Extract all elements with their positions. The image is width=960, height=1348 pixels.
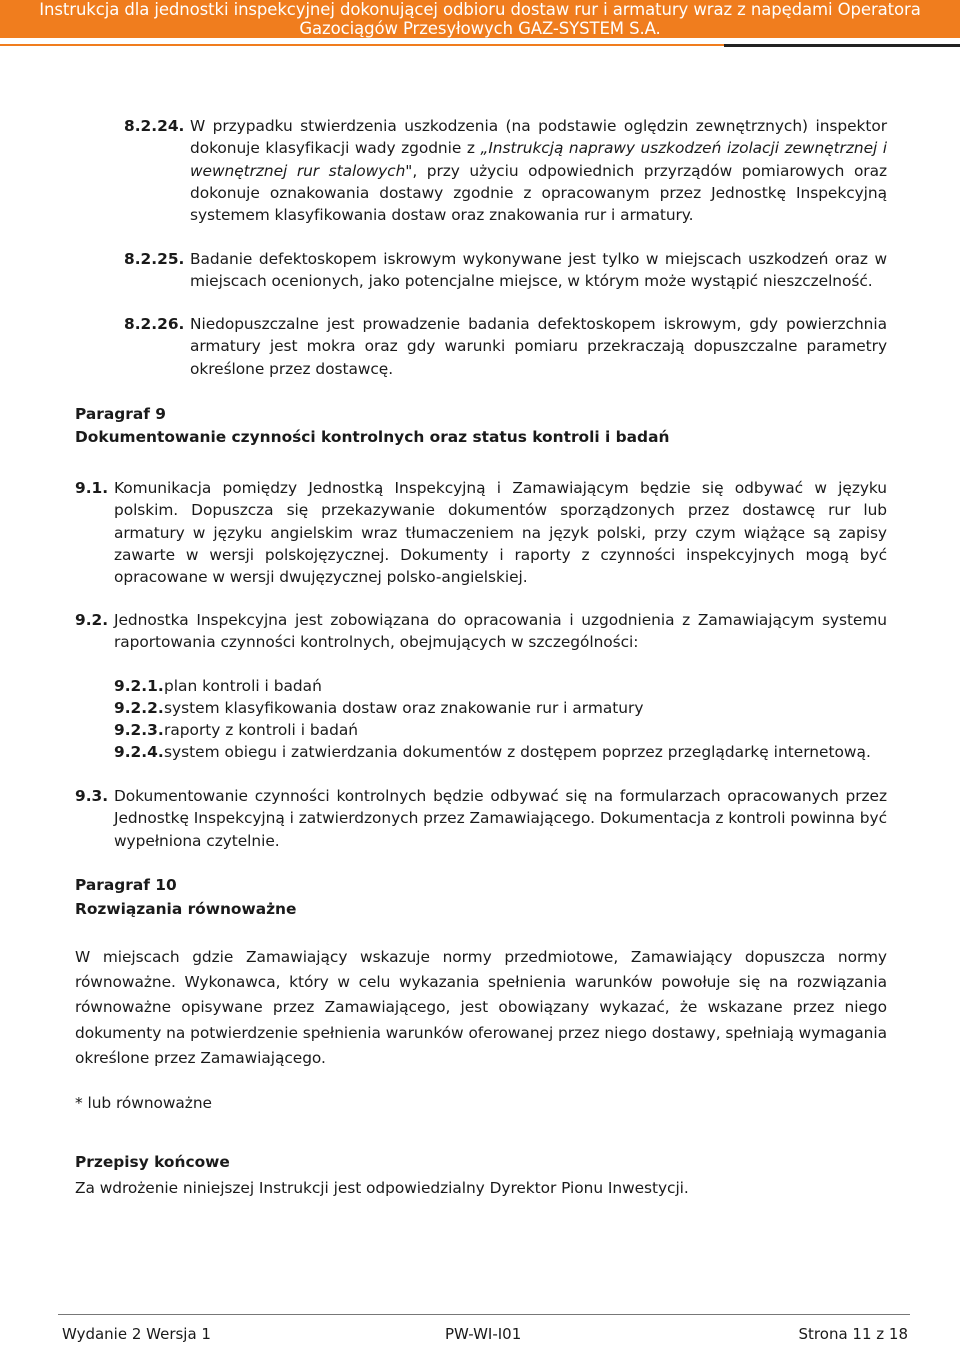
sub-number-9-2-1: 9.2.1. bbox=[114, 677, 164, 695]
instruction-reference: „Instrukcją naprawy uszkodzeń izolacji zewnętrznej i wewnętrznej rur stalowych" bbox=[190, 139, 887, 180]
item-text-8-2-24-b: , przy użyciu odpowiednich przyrządów pomiarowych oraz dokonuje oznakowania dostawy zgodnie z opracowanym przez Jednostkę Inspekcyjną systemem klasyfikowania dostaw oraz znakowania rur i armatury. bbox=[190, 161, 887, 225]
item-number-8-2-25: 8.2.25. bbox=[124, 250, 185, 268]
item-number-8-2-26: 8.2.26. bbox=[124, 315, 185, 333]
sub-text-9-2-3: raporty z kontroli i badań bbox=[164, 721, 359, 739]
header-line-2: Gazociągów Przesyłowych GAZ-SYSTEM S.A. bbox=[299, 19, 661, 38]
item-text-8-2-26: Niedopuszczalne jest prowadzenie badania defektoskopem iskrowym, gdy powierzchnia armatury jest mokra oraz gdy warunki pomiaru przekraczają dopuszczalne parametry określone przez dostawcę. bbox=[190, 315, 887, 378]
item-number-9-2: 9.2. bbox=[75, 611, 109, 629]
paragraph-9-title: Dokumentowanie czynności kontrolnych oraz status kontroli i badań bbox=[75, 428, 670, 446]
item-number-9-1: 9.1. bbox=[75, 479, 109, 497]
document-header bbox=[0, 0, 960, 38]
item-text-8-2-24 bbox=[190, 115, 887, 226]
sub-number-9-2-3: 9.2.3. bbox=[114, 721, 164, 739]
item-text-9-2: Jednostka Inspekcyjna jest zobowiązana do opracowania i uzgodnienia z Zamawiającym systemu raportowania czynności kontrolnych, obejmujących w szczególności: bbox=[114, 611, 887, 652]
paragraph-10-body: W miejscach gdzie Zamawiający wskazuje normy przedmiotowe, Zamawiający dopuszcza normy równoważne. Wykonawca, który w celu wykazania spełnienia warunków powołuje się na rozwiązania równoważne opisywane przez Zamawiającego, jest obowiązany wykazać, że wskazane przez niego dokumenty na potwierdzenie spełnienia warunków oferowanej przez niego dostawy, spełniają wymagania określone przez Zamawiającego. bbox=[75, 948, 887, 1067]
item-text-9-1: Komunikacja pomiędzy Jednostką Inspekcyjną i Zamawiającym będzie się odbywać w języku polskim. Dopuszcza się przekazywanie dokumentów sporządzonych przez dostawcę rur lub armatury w języku angielskim wraz tłumaczeniem na język polski, przy czym wiążące są zapisy zawarte w wersji polskojęzycznej. Dokumenty i raporty z czynności inspekcyjnych mogą być opracowane w wersji dwujęzycznej polsko-angielskiej. bbox=[114, 479, 887, 587]
sub-text-9-2-4: system obiegu i zatwierdzania dokumentów z dostępem poprzez przeglądarkę internetową. bbox=[164, 743, 871, 761]
sub-number-9-2-4: 9.2.4. bbox=[114, 743, 164, 761]
item-number-9-3: 9.3. bbox=[75, 787, 109, 805]
item-text-8-2-25: Badanie defektoskopem iskrowym wykonywane jest tylko w miejscach uszkodzeń oraz w miejscach ocenionych, jako potencjalne miejsce, w którym może wystąpić nieszczelność. bbox=[190, 250, 887, 291]
header-rule bbox=[0, 44, 960, 46]
paragraph-10-title: Rozwiązania równoważne bbox=[75, 900, 297, 918]
paragraph-9-label: Paragraf 9 bbox=[75, 405, 166, 423]
final-provisions-title: Przepisy końcowe bbox=[75, 1153, 230, 1171]
paragraph-10-label: Paragraf 10 bbox=[75, 876, 177, 894]
footer-doc-code: PW-WI-I01 bbox=[445, 1325, 522, 1343]
footer-page-number: Strona 11 z 18 bbox=[798, 1325, 908, 1343]
footer-rule bbox=[58, 1314, 910, 1315]
sub-text-9-2-1: plan kontroli i badań bbox=[164, 677, 322, 695]
sub-text-9-2-2: system klasyfikowania dostaw oraz znakowanie rur i armatury bbox=[164, 699, 644, 717]
item-text-8-2-24-a: W przypadku stwierdzenia uszkodzenia (na podstawie oględzin zewnętrznych) inspektor dokonuje klasyfikacji wady zgodnie z bbox=[190, 117, 887, 158]
header-rule-accent bbox=[724, 44, 960, 47]
header-line-1: Instrukcja dla jednostki inspekcyjnej dokonującej odbioru dostaw rur i armatury wraz z napędami Operatora bbox=[39, 0, 921, 19]
equivalent-note: * lub równoważne bbox=[75, 1094, 212, 1112]
item-number-8-2-24: 8.2.24. bbox=[124, 117, 185, 135]
sub-number-9-2-2: 9.2.2. bbox=[114, 699, 164, 717]
final-provisions-body: Za wdrożenie niniejszej Instrukcji jest odpowiedzialny Dyrektor Pionu Inwestycji. bbox=[75, 1179, 689, 1197]
footer-edition: Wydanie 2 Wersja 1 bbox=[62, 1325, 211, 1343]
item-text-9-3: Dokumentowanie czynności kontrolnych będzie odbywać się na formularzach opracowanych przez Jednostkę Inspekcyjną i zatwierdzonych przez Zamawiającego. Dokumentacja z kontroli powinna być wypełniona czytelnie. bbox=[114, 787, 887, 850]
